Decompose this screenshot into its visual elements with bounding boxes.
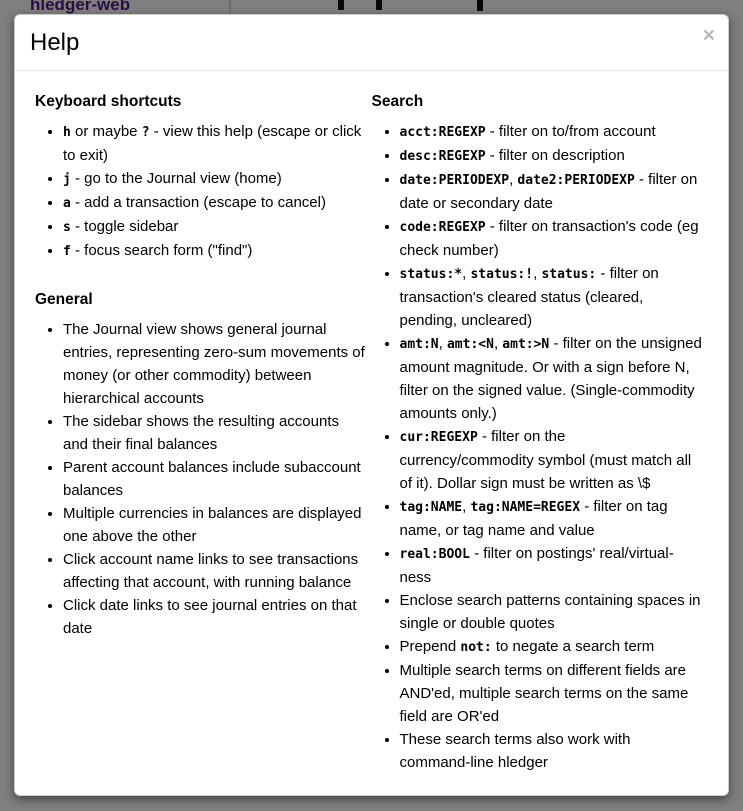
text-run: Enclose search patterns containing spaces in single or double quotes [399, 592, 701, 632]
text-run: - focus search form ("find") [70, 242, 253, 259]
help-list-item [400, 144, 703, 168]
text-run: - filter on tag name, or tag name and value [399, 498, 668, 539]
code-token: status:! [470, 267, 534, 282]
help-list-item [63, 456, 366, 502]
code-token: ? [141, 125, 150, 140]
help-list-item [400, 728, 703, 774]
code-token: code:REGEXP [399, 220, 486, 235]
text-run: , [509, 171, 518, 188]
text-run: - filter on the currency/commodity symbol (must match all of it). Dollar sign must be written as \$ [399, 428, 692, 492]
text-run: Click account name links to see transactions affecting that account, with running balance [63, 551, 359, 591]
help-list-item [400, 589, 703, 635]
code-token: status:* [399, 267, 463, 282]
text-run: to negate a search term [491, 638, 655, 655]
text-run: - filter on transaction's cleared status (cleared, pending, uncleared) [399, 265, 659, 329]
close-icon[interactable]: × [702, 24, 715, 47]
text-run: , [462, 265, 471, 282]
help-list-item [63, 239, 366, 263]
help-list-item [400, 215, 703, 262]
help-list-item [63, 502, 366, 548]
text-run: The sidebar shows the resulting accounts and their final balances [63, 413, 339, 453]
help-list-item [400, 542, 703, 589]
code-token: real:BOOL [399, 547, 470, 562]
help-list-item [63, 215, 366, 239]
text-run: - toggle sidebar [70, 218, 179, 235]
help-list-item [63, 594, 366, 640]
section-heading: General [35, 291, 93, 308]
help-list [35, 120, 366, 263]
code-token: f [63, 244, 71, 259]
help-list [35, 318, 366, 640]
code-token: tag:NAME [399, 500, 463, 515]
text-run: - filter on date or secondary date [399, 171, 698, 212]
code-token: s [63, 220, 71, 235]
help-modal [14, 14, 729, 796]
text-run: - filter on to/from account [485, 123, 656, 140]
text-run: These search terms also work with command-line hledger [399, 731, 631, 771]
code-token: status: [541, 267, 597, 282]
code-token: amt:N [399, 337, 439, 352]
text-run: , [438, 335, 447, 352]
help-list-item [400, 495, 703, 542]
text-run: , [493, 335, 503, 352]
help-list [372, 120, 703, 774]
section-heading: Keyboard shortcuts [35, 93, 182, 110]
text-run: - view this help (escape or click to exit) [63, 123, 362, 164]
code-token: a [63, 196, 71, 211]
help-list-item [63, 120, 366, 167]
help-list-item [63, 167, 366, 191]
code-token: j [63, 172, 71, 187]
code-token: acct:REGEXP [399, 125, 486, 140]
code-token: amt:<N [446, 337, 494, 352]
text-run: Prepend [399, 638, 461, 655]
help-list-item [400, 635, 703, 659]
help-section [35, 93, 366, 263]
help-list-item [400, 425, 703, 495]
modal-body [15, 71, 728, 789]
help-list-item [400, 332, 703, 425]
text-run: - filter on postings' real/virtual-ness [399, 545, 674, 586]
code-token: amt:>N [502, 337, 550, 352]
modal-title: Help [30, 29, 80, 56]
help-section [372, 93, 703, 774]
code-token: cur:REGEXP [399, 430, 478, 445]
help-list-item [63, 548, 366, 594]
help-list-item [63, 410, 366, 456]
help-list-item [63, 318, 366, 410]
text-run: - add a transaction (escape to cancel) [70, 194, 326, 211]
text-run: The Journal view shows general journal entries, representing zero-sum movements of money (or other commodity) between hierarchical accounts [63, 321, 365, 407]
help-list-item [63, 191, 366, 215]
help-section [35, 291, 366, 640]
text-run: Multiple currencies in balances are displayed one above the other [63, 505, 362, 545]
code-token: not: [460, 640, 492, 655]
help-list-item [400, 168, 703, 215]
text-run: - filter on the unsigned amount magnitude. Or with a sign before N, filter on the signed value. (Single-commodity amounts only.) [399, 335, 702, 422]
text-run: Multiple search terms on different fields are AND'ed, multiple search terms on the same field are OR'ed [399, 662, 689, 725]
text-run: Click date links to see journal entries on that date [63, 597, 357, 637]
text-run: , [533, 265, 542, 282]
help-list-item [400, 120, 703, 144]
modal-column-right [372, 83, 709, 774]
text-run: , [462, 498, 471, 515]
code-token: h [63, 125, 71, 140]
text-run: - filter on transaction's code (eg check number) [399, 218, 699, 259]
help-list-item [400, 659, 703, 728]
section-heading: Search [371, 93, 424, 110]
code-token: desc:REGEXP [399, 149, 486, 164]
text-run: or maybe [70, 123, 142, 140]
code-token: tag:NAME=REGEX [470, 500, 581, 515]
modal-column-left [35, 83, 372, 774]
code-token: date2:PERIODEXP [517, 173, 635, 188]
text-run: Parent account balances include subaccount balances [63, 459, 361, 499]
modal-header [15, 15, 728, 71]
text-run: - filter on description [485, 147, 625, 164]
code-token: date:PERIODEXP [399, 173, 510, 188]
text-run: - go to the Journal view (home) [70, 170, 282, 187]
help-list-item [400, 262, 703, 332]
